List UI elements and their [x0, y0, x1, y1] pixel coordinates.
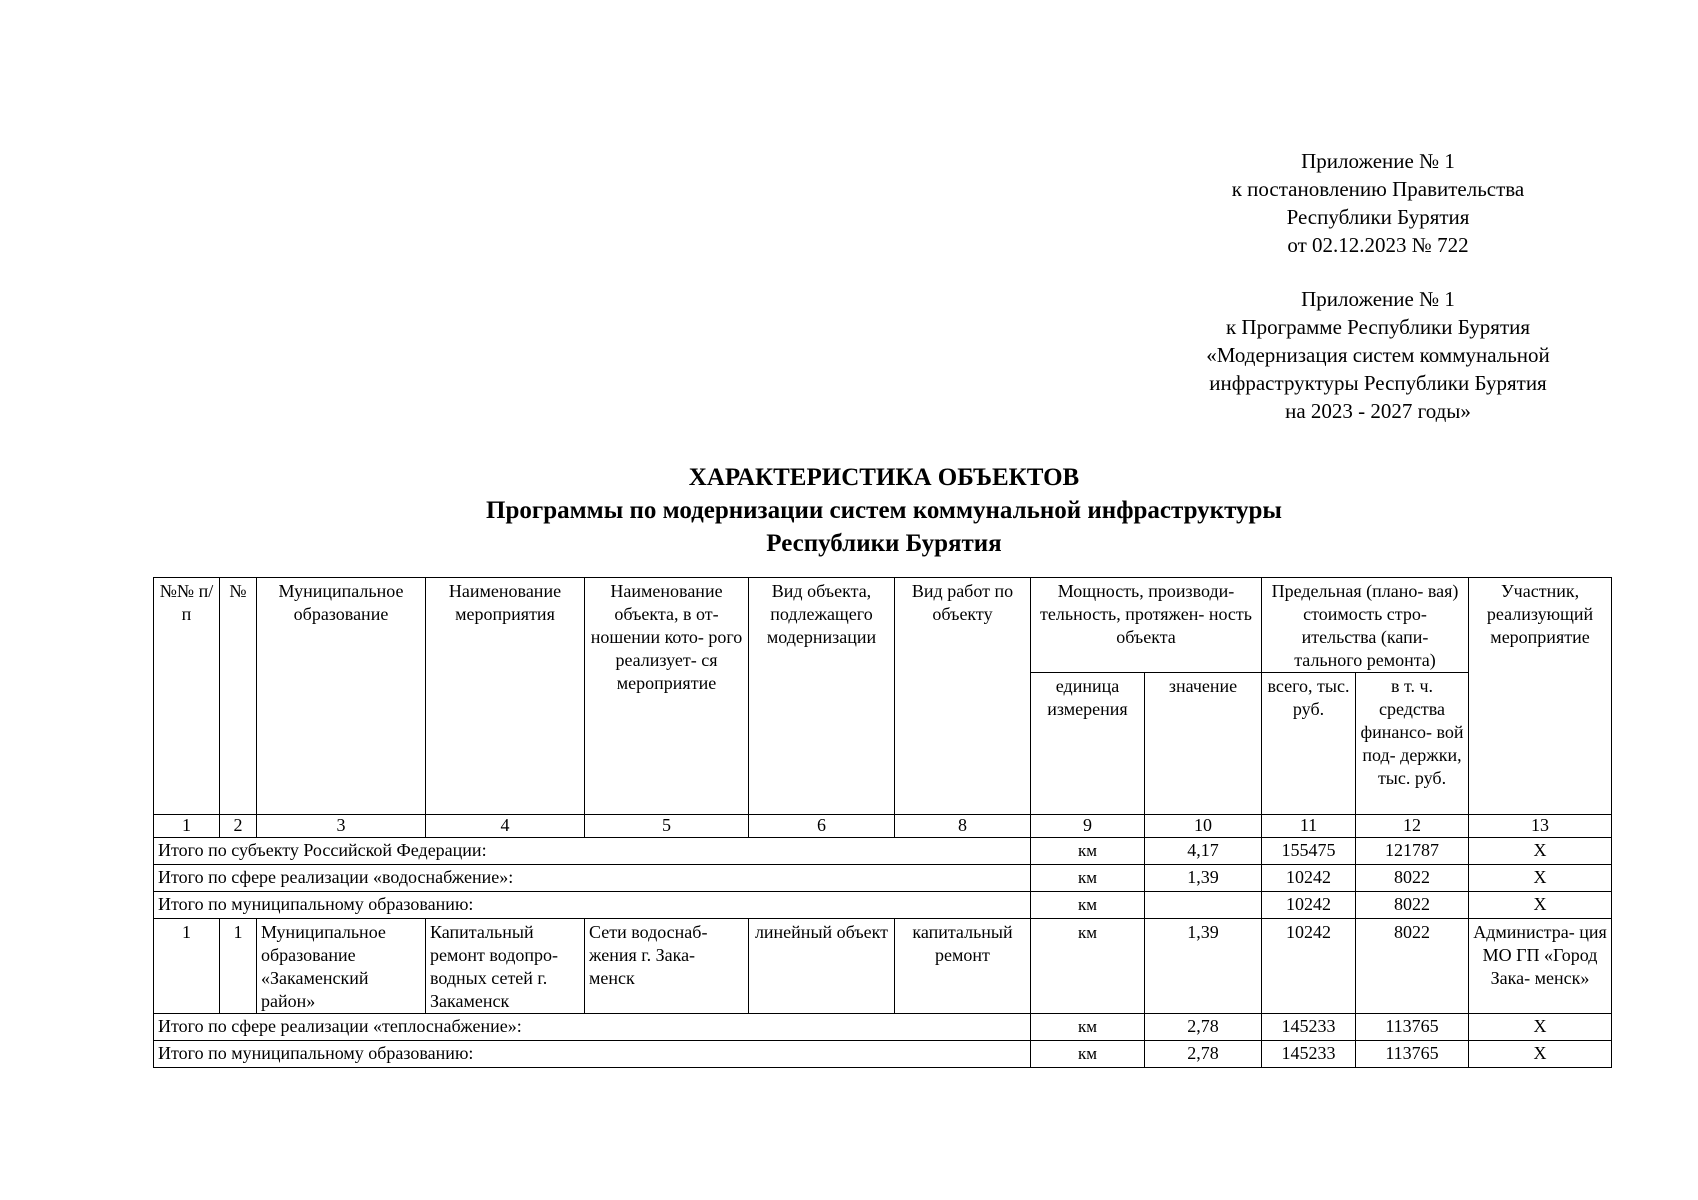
total-cost-cell: 10242 — [1262, 865, 1356, 892]
total-label: Итого по сфере реализации «теплоснабжение»: — [154, 1014, 1031, 1041]
value-cell: 1,39 — [1145, 865, 1262, 892]
total-row-municipality-heat — [154, 1041, 1612, 1068]
column-number: 3 — [257, 815, 426, 838]
unit-cell: км — [1031, 865, 1145, 892]
annex-line: к Программе Республики Бурятия — [1225, 315, 1531, 339]
header-cell: значение — [1145, 673, 1262, 815]
total-cost-cell: 155475 — [1262, 838, 1356, 865]
header-cell: Наименование объекта, в от- ношении кото- рого реализует- ся мероприятие — [585, 578, 749, 815]
value-cell: 2,78 — [1145, 1041, 1262, 1068]
total-cost-cell: 145233 — [1262, 1041, 1356, 1068]
total-label: Итого по муниципальному образованию: — [154, 1041, 1031, 1068]
annex-line: «Модернизация систем коммунальной — [1206, 343, 1550, 367]
column-number: 5 — [585, 815, 749, 838]
header-cell: Участник, реализующий мероприятие — [1469, 578, 1612, 815]
annex-line: на 2023 - 2027 годы» — [1285, 399, 1471, 423]
support-cost-cell: 113765 — [1356, 1041, 1469, 1068]
header-cell: №№ п/п — [154, 578, 220, 815]
annex-program — [1150, 285, 1606, 425]
header-cell: Мощность, производи- тельность, протяжен- ность объекта — [1031, 578, 1262, 673]
unit-cell: км — [1031, 1014, 1145, 1041]
total-label: Итого по муниципальному образованию: — [154, 892, 1031, 919]
value-cell: 4,17 — [1145, 838, 1262, 865]
document-title — [0, 461, 1698, 560]
title-line: ХАРАКТЕРИСТИКА ОБЪЕКТОВ — [688, 464, 1080, 491]
total-cost-cell: 10242 — [1262, 919, 1356, 1014]
value-cell: 1,39 — [1145, 919, 1262, 1014]
participant-cell: Х — [1469, 865, 1612, 892]
header-cell: единица измерения — [1031, 673, 1145, 815]
column-number: 11 — [1262, 815, 1356, 838]
total-label: Итого по субъекту Российской Федерации: — [154, 838, 1031, 865]
support-cost-cell: 8022 — [1356, 892, 1469, 919]
annex-line: Приложение № 1 — [1301, 149, 1455, 173]
column-number: 8 — [895, 815, 1031, 838]
total-row-heat-supply — [154, 1014, 1612, 1041]
header-cell: Предельная (плано- вая) стоимость стро- ительства (капи- тального ремонта) — [1262, 578, 1469, 673]
annex-line: Республики Бурятия — [1286, 205, 1470, 229]
participant-cell: Администра- ция МО ГП «Город Зака- менск» — [1469, 919, 1612, 1014]
annex-line: к постановлению Правительства — [1231, 177, 1525, 201]
unit-cell: км — [1031, 919, 1145, 1014]
support-cost-cell: 121787 — [1356, 838, 1469, 865]
objects-table — [153, 577, 1612, 1068]
header-cell: Наименование мероприятия — [426, 578, 585, 815]
participant-cell: Х — [1469, 892, 1612, 919]
column-number: 10 — [1145, 815, 1262, 838]
annex-line: Приложение № 1 — [1301, 287, 1455, 311]
work-type-cell: капитальный ремонт — [895, 919, 1031, 1014]
title-line: Программы по модернизации систем коммунальной инфраструктуры — [486, 497, 1282, 524]
total-cost-cell: 10242 — [1262, 892, 1356, 919]
support-cost-cell: 8022 — [1356, 865, 1469, 892]
support-cost-cell: 113765 — [1356, 1014, 1469, 1041]
total-label: Итого по сфере реализации «водоснабжение»: — [154, 865, 1031, 892]
unit-cell: км — [1031, 892, 1145, 919]
annex-line: от 02.12.2023 № 722 — [1287, 233, 1469, 257]
column-number: 2 — [220, 815, 257, 838]
header-cell: всего, тыс. руб. — [1262, 673, 1356, 815]
row-number-cell: 1 — [220, 919, 257, 1014]
column-number: 9 — [1031, 815, 1145, 838]
title-line: Республики Бурятия — [766, 530, 1002, 557]
header-cell: Вид объекта, подлежащего модернизации — [749, 578, 895, 815]
header-row — [154, 578, 1612, 673]
total-row-subject — [154, 838, 1612, 865]
column-number: 1 — [154, 815, 220, 838]
object-row — [154, 919, 1612, 1014]
total-row-water-supply — [154, 865, 1612, 892]
total-row-municipality — [154, 892, 1612, 919]
object-type-cell: линейный объект — [749, 919, 895, 1014]
unit-cell: км — [1031, 838, 1145, 865]
column-number: 4 — [426, 815, 585, 838]
header-cell: в т. ч. средства финансо- вой под- держки, тыс. руб. — [1356, 673, 1469, 815]
column-number: 13 — [1469, 815, 1612, 838]
column-number-row — [154, 815, 1612, 838]
participant-cell: Х — [1469, 1041, 1612, 1068]
row-number-cell: 1 — [154, 919, 220, 1014]
unit-cell: км — [1031, 1041, 1145, 1068]
event-name-cell: Капитальный ремонт водопро- водных сетей г. Закаменск — [426, 919, 585, 1014]
participant-cell: Х — [1469, 1014, 1612, 1041]
column-number: 6 — [749, 815, 895, 838]
header-cell: Муниципальное образование — [257, 578, 426, 815]
participant-cell: Х — [1469, 838, 1612, 865]
total-cost-cell: 145233 — [1262, 1014, 1356, 1041]
header-cell: Вид работ по объекту — [895, 578, 1031, 815]
annex-government-decree — [1150, 147, 1606, 259]
header-cell: № — [220, 578, 257, 815]
value-cell — [1145, 892, 1262, 919]
value-cell: 2,78 — [1145, 1014, 1262, 1041]
municipality-cell: Муниципальное образование «Закаменский район» — [257, 919, 426, 1014]
support-cost-cell: 8022 — [1356, 919, 1469, 1014]
annex-line: инфраструктуры Республики Бурятия — [1209, 371, 1547, 395]
object-name-cell: Сети водоснаб- жения г. Зака- менск — [585, 919, 749, 1014]
column-number: 12 — [1356, 815, 1469, 838]
